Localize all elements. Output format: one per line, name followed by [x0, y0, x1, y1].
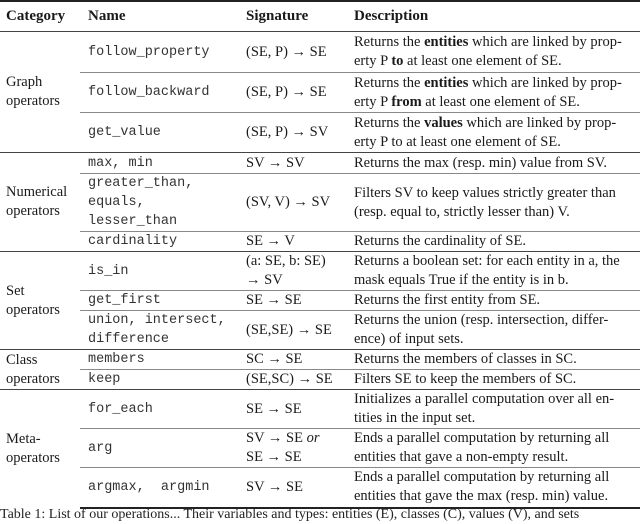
- category-label: Class: [6, 351, 38, 368]
- header-category: Category: [0, 1, 80, 32]
- category-label: Numerical: [6, 184, 68, 200]
- operator-name: follow_property: [88, 44, 210, 60]
- category-label: operators: [6, 449, 60, 466]
- table-row: [0, 311, 640, 350]
- operator-description: Returns the first entity from SE.: [350, 291, 640, 311]
- category-label: operators: [6, 203, 60, 219]
- table-row: [0, 291, 640, 311]
- operator-description: Returns the union (resp. intersection, differ- ence) of input sets.: [350, 311, 640, 350]
- category-cell-meta: [0, 390, 80, 508]
- table-row: [0, 370, 640, 390]
- operator-name: is_in: [80, 252, 242, 291]
- operator-name: members: [80, 350, 242, 370]
- table-row: [0, 174, 640, 232]
- operator-description: Returns the max (resp. min) value from SV.: [350, 153, 640, 174]
- operator-name: union, intersect, difference: [80, 311, 242, 350]
- operator-name: argmax, argmin: [80, 468, 242, 508]
- operator-description: Initializes a parallel computation over all en- tities in the input set.: [350, 390, 640, 429]
- operator-description: Ends a parallel computation by returning all entities that gave the max (resp. min) value.: [350, 468, 640, 508]
- operator-name: arg: [80, 429, 242, 468]
- category-cell-set: [0, 252, 80, 350]
- operator-description: Returns the values which are linked by prop- erty P to at least one element of SE.: [350, 113, 640, 153]
- operator-signature: (SE,SC) → SE: [242, 370, 350, 390]
- operator-signature: (SE, P) → SV: [242, 113, 350, 153]
- operator-signature: SV → SV: [242, 153, 350, 174]
- operator-signature: (SE, P) → SE: [246, 43, 327, 60]
- table-row: [0, 390, 640, 429]
- category-label: operators: [6, 93, 60, 109]
- operator-description: Returns the entities which are linked by prop- erty P to at least one element of SE.: [354, 34, 622, 69]
- operator-description: Ends a parallel computation by returning all entities that gave a non-empty result.: [350, 429, 640, 468]
- operator-description: Returns the cardinality of SE.: [350, 232, 640, 252]
- operator-signature: SV → SE or SE → SE: [242, 429, 350, 468]
- table-caption: Table 1: List of our operations... Their variables and types: entities (E), classes (C), values (V), and sets: [0, 507, 580, 522]
- category-cell-numerical: [0, 153, 80, 252]
- operator-name: get_first: [80, 291, 242, 311]
- operator-description: Returns the entities which are linked by prop- erty P from at least one element of SE.: [350, 73, 640, 113]
- header-name: Name: [80, 1, 242, 32]
- operator-signature: SE → SE: [242, 291, 350, 311]
- category-label: Meta-: [6, 430, 41, 447]
- operator-signature: (SE, P) → SE: [242, 73, 350, 113]
- table-row: [0, 113, 640, 153]
- operator-description: Returns a boolean set: for each entity in a, the mask equals True if the entity is in b.: [350, 252, 640, 291]
- table-row: [0, 232, 640, 252]
- category-label: Graph: [6, 74, 43, 90]
- table-row: [0, 32, 640, 73]
- category-label: operators: [6, 370, 60, 387]
- operator-signature: SC → SE: [242, 350, 350, 370]
- table-row: [0, 252, 640, 291]
- header-description: Description: [350, 1, 640, 32]
- table-header-row: [0, 1, 640, 32]
- operator-name: get_value: [80, 113, 242, 153]
- operator-signature: (a: SE, b: SE) → SV: [242, 252, 350, 291]
- operator-signature: SV → SE: [242, 468, 350, 508]
- table-row: [0, 153, 640, 174]
- table-row: [0, 73, 640, 113]
- operator-name: max, min: [80, 153, 242, 174]
- operator-description: Filters SE to keep the members of SC.: [350, 370, 640, 390]
- operator-signature: SE → V: [242, 232, 350, 252]
- table-row: [0, 429, 640, 468]
- operator-signature: (SE,SE) → SE: [242, 311, 350, 350]
- category-cell-class: [0, 350, 80, 390]
- operator-name: for_each: [80, 390, 242, 429]
- operator-name: greater_than, equals, lesser_than: [80, 174, 242, 232]
- category-cell-graph: [0, 32, 80, 153]
- operator-description: Filters SV to keep values strictly greater than (resp. equal to, strictly lesser than) V.: [350, 174, 640, 232]
- operator-description: Returns the members of classes in SC.: [350, 350, 640, 370]
- category-label: operators: [6, 301, 60, 318]
- operator-signature: (SV, V) → SV: [242, 174, 350, 232]
- category-label: Set: [6, 282, 25, 299]
- operator-name: keep: [80, 370, 242, 390]
- operator-signature: SE → SE: [242, 390, 350, 429]
- header-signature: Signature: [242, 1, 350, 32]
- table-row: [0, 468, 640, 508]
- operator-name: follow_backward: [80, 73, 242, 113]
- table-row: [0, 350, 640, 370]
- operator-name: cardinality: [80, 232, 242, 252]
